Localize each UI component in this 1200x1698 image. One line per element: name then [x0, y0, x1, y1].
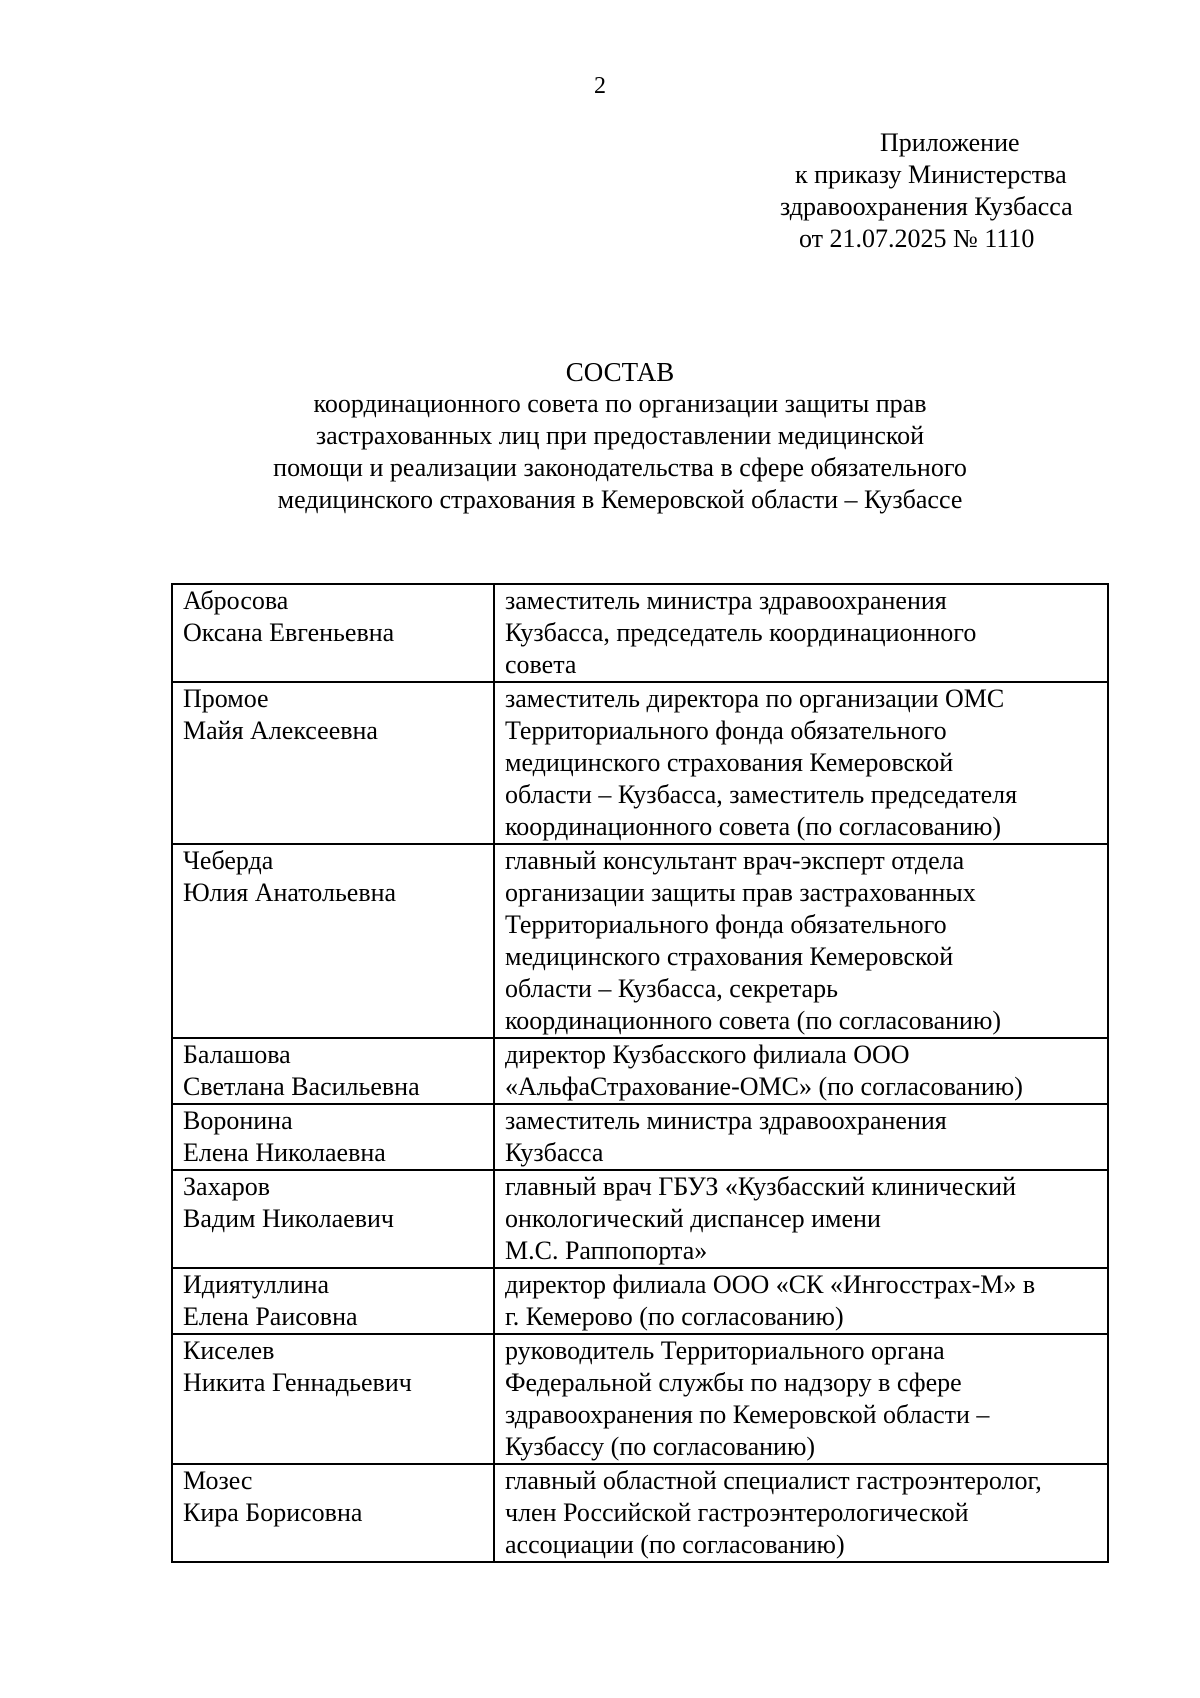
member-given-name: Майя Алексеевна	[183, 716, 378, 745]
member-given-name: Елена Раисовна	[183, 1302, 358, 1331]
member-name-cell	[172, 1334, 494, 1464]
document-heading	[160, 356, 1080, 516]
heading-line: помощи и реализации законодательства в сфере обязательного	[273, 453, 967, 482]
table-row	[172, 844, 1108, 1038]
member-name-cell	[172, 682, 494, 844]
position-line: главный консультант врач-эксперт отдела	[505, 846, 965, 875]
position-line: «АльфаСтрахование-ОМС» (по согласованию)	[505, 1072, 1023, 1101]
member-position-cell	[494, 1038, 1108, 1104]
table-row	[172, 1104, 1108, 1170]
table-row	[172, 1334, 1108, 1464]
member-name-cell	[172, 1104, 494, 1170]
position-line: координационного совета (по согласованию)	[505, 1006, 1002, 1035]
appendix-line: Приложение	[880, 128, 1020, 157]
heading-line: застрахованных лиц при предоставлении медицинской	[315, 421, 925, 450]
member-surname: Промое	[183, 684, 269, 713]
member-surname: Абросова	[183, 586, 289, 615]
member-name-cell	[172, 1464, 494, 1562]
position-line: директор филиала ООО «СК «Ингосстрах-М» в	[505, 1270, 1036, 1299]
page-number: 2	[594, 73, 606, 99]
position-line: области – Кузбасса, заместитель председателя	[505, 780, 1018, 809]
table-row	[172, 1038, 1108, 1104]
member-surname: Воронина	[183, 1106, 293, 1135]
appendix-line: от 21.07.2025 № 1110	[799, 224, 1035, 253]
member-name-cell	[172, 1268, 494, 1334]
member-name-cell	[172, 1170, 494, 1268]
position-line: Кузбассу (по согласованию)	[505, 1432, 816, 1461]
appendix-line: здравоохранения Кузбасса	[780, 192, 1073, 221]
member-surname: Киселев	[183, 1336, 275, 1365]
table-row	[172, 682, 1108, 844]
position-line: главный врач ГБУЗ «Кузбасский клинический	[505, 1172, 1016, 1201]
member-position-cell	[494, 844, 1108, 1038]
member-position-cell	[494, 682, 1108, 844]
member-given-name: Вадим Николаевич	[183, 1204, 394, 1233]
member-name-cell	[172, 584, 494, 682]
member-given-name: Оксана Евгеньевна	[183, 618, 395, 647]
position-line: Территориального фонда обязательного	[505, 910, 947, 939]
position-line: онкологический диспансер имени	[505, 1204, 881, 1233]
document-title: СОСТАВ	[565, 357, 675, 387]
position-line: координационного совета (по согласованию)	[505, 812, 1002, 841]
position-line: совета	[505, 650, 577, 679]
position-line: области – Кузбасса, секретарь	[505, 974, 838, 1003]
table-row	[172, 1464, 1108, 1562]
member-surname: Мозес	[183, 1466, 253, 1495]
heading-line: медицинского страхования в Кемеровской области – Кузбассе	[277, 485, 963, 514]
member-surname: Балашова	[183, 1040, 291, 1069]
position-line: медицинского страхования Кемеровской	[505, 748, 954, 777]
position-line: медицинского страхования Кемеровской	[505, 942, 954, 971]
position-line: организации защиты прав застрахованных	[505, 878, 976, 907]
position-line: М.С. Раппопорта»	[505, 1236, 708, 1265]
position-line: главный областной специалист гастроэнтеролог,	[505, 1466, 1042, 1495]
member-given-name: Светлана Васильевна	[183, 1072, 420, 1101]
member-name-cell	[172, 844, 494, 1038]
position-line: ассоциации (по согласованию)	[505, 1530, 845, 1559]
position-line: Территориального фонда обязательного	[505, 716, 947, 745]
member-surname: Идиятуллина	[183, 1270, 330, 1299]
heading-line: координационного совета по организации защиты прав	[313, 389, 927, 418]
council-members-table	[171, 583, 1109, 1563]
position-line: Кузбасса, председатель координационного	[505, 618, 977, 647]
member-given-name: Кира Борисовна	[183, 1498, 363, 1527]
position-line: член Российской гастроэнтерологической	[505, 1498, 969, 1527]
appendix-block	[780, 127, 1140, 255]
member-position-cell	[494, 1170, 1108, 1268]
member-surname: Захаров	[183, 1172, 271, 1201]
member-given-name: Елена Николаевна	[183, 1138, 386, 1167]
member-position-cell	[494, 584, 1108, 682]
position-line: г. Кемерово (по согласованию)	[505, 1302, 844, 1331]
appendix-line: к приказу Министерства	[795, 160, 1067, 189]
member-surname: Чеберда	[183, 846, 274, 875]
position-line: руководитель Территориального органа	[505, 1336, 945, 1365]
position-line: Федеральной службы по надзору в сфере	[505, 1368, 962, 1397]
position-line: Кузбасса	[505, 1138, 604, 1167]
position-line: заместитель министра здравоохранения	[505, 586, 947, 615]
position-line: директор Кузбасского филиала ООО	[505, 1040, 910, 1069]
table-row	[172, 1170, 1108, 1268]
member-given-name: Юлия Анатольевна	[183, 878, 397, 907]
member-position-cell	[494, 1464, 1108, 1562]
position-line: заместитель директора по организации ОМС	[505, 684, 1005, 713]
position-line: здравоохранения по Кемеровской области –	[505, 1400, 990, 1429]
member-position-cell	[494, 1334, 1108, 1464]
table-row	[172, 584, 1108, 682]
member-name-cell	[172, 1038, 494, 1104]
member-position-cell	[494, 1268, 1108, 1334]
table-row	[172, 1268, 1108, 1334]
position-line: заместитель министра здравоохранения	[505, 1106, 947, 1135]
member-position-cell	[494, 1104, 1108, 1170]
member-given-name: Никита Геннадьевич	[183, 1368, 412, 1397]
